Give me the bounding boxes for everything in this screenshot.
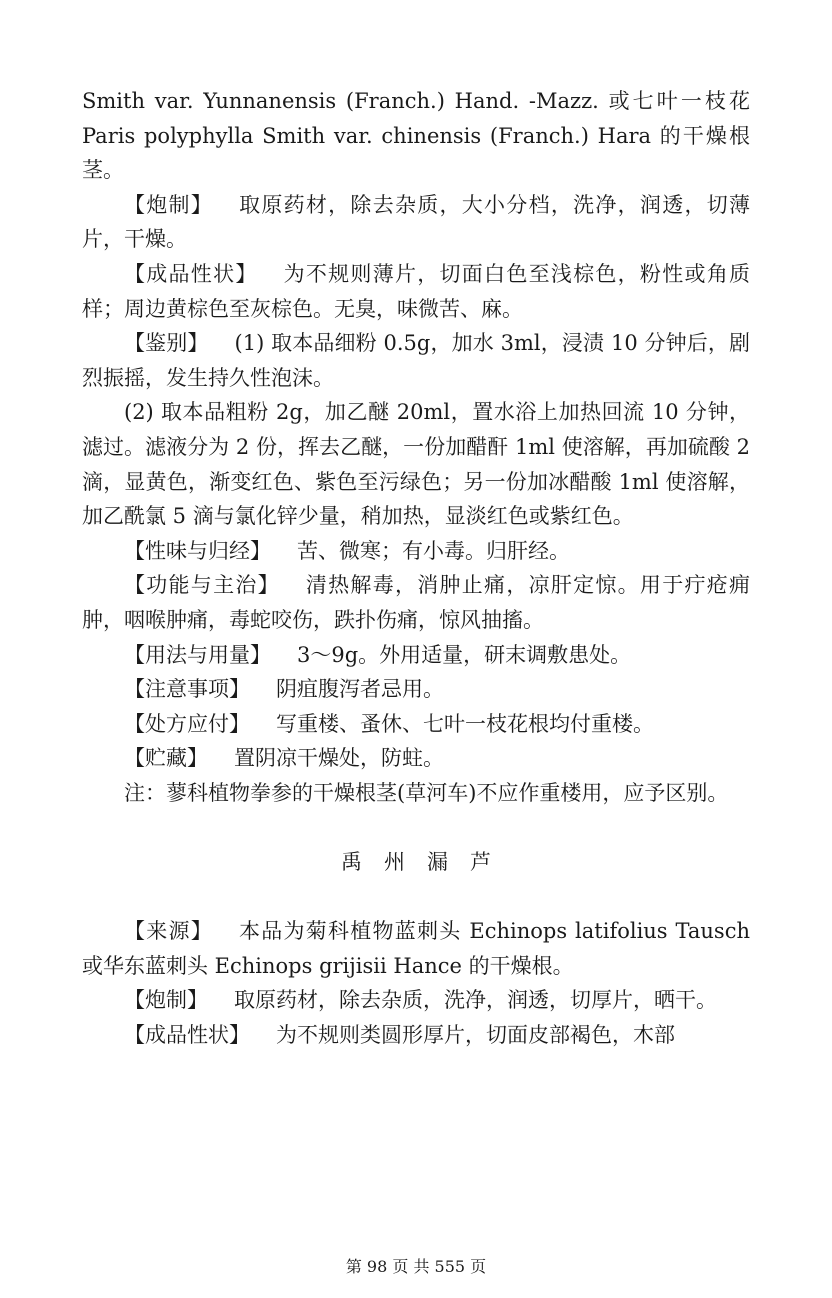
section-label: 【成品性状】	[124, 1023, 250, 1048]
section-title: 禹州漏芦	[341, 850, 513, 875]
section-text: 置阴凉干燥处，防蛀。	[234, 746, 444, 771]
paragraph-identification-2: (2) 取本品粗粉 2g，加乙醚 20ml，置水浴上加热回流 10 分钟，滤过。滤液分为 2 份，挥去乙醚，一份加醋酐 1ml 使溶解，再加硫酸 2 滴，显黄色，渐变红色、紫色至污绿色；另一份加冰醋酸 1ml 使溶解，加乙酰氯 5 滴与氯化锌少量，稍加热，显淡红色或紫红色。	[82, 400, 750, 529]
section-label: 【性味与归经】	[124, 538, 271, 563]
section-text: 3～9g。外用适量，研末调敷患处。	[297, 642, 632, 667]
section-text: 苦、微寒；有小毒。归肝经。	[297, 538, 570, 563]
section-label: 【用法与用量】	[124, 642, 271, 667]
section-text: 取原药材，除去杂质，洗净，润透，切厚片，晒干。	[234, 988, 717, 1013]
paragraph-nature	[82, 534, 750, 569]
section-text: 清热解毒，消肿止痛，凉肝定惊。用于疔疮痈肿，咽喉肿痛，毒蛇咬伤，跌扑伤痛，惊风抽搐。	[82, 573, 751, 632]
paragraph-appearance	[82, 257, 750, 326]
spacer	[82, 810, 750, 845]
section-text: 本品为菊科植物蓝刺头 Echinops latifolius Tausch 或华东蓝刺头 Echinops grijisii Hance 的干燥根。	[82, 919, 750, 978]
paragraph-source-continued: Smith var. Yunnanensis (Franch.) Hand. -Mazz. 或七叶一枝花 Paris polyphylla Smith var. chinensis (Franch.) Hara 的干燥根茎。	[82, 89, 750, 183]
section-label: 【成品性状】	[124, 261, 258, 286]
section-text: 为不规则类圆形厚片，切面皮部褐色，木部	[276, 1023, 675, 1048]
section-label: 【功能与主治】	[124, 573, 280, 598]
paragraph-dosage	[82, 638, 750, 673]
section-text: 写重楼、蚤休、七叶一枝花根均付重楼。	[276, 711, 654, 736]
spacer	[82, 880, 750, 915]
section-text: 阴疽腹泻者忌用。	[276, 677, 444, 702]
paragraph-cautions	[82, 672, 750, 707]
section-label: 【来源】	[124, 919, 213, 944]
section-label: 【炮制】	[124, 192, 214, 217]
paragraph-storage	[82, 741, 750, 776]
document-page	[82, 84, 750, 1053]
paragraph-processing	[82, 188, 750, 257]
page-footer: 第 98 页 共 555 页	[345, 1257, 487, 1276]
section-label: 【鉴别】	[124, 331, 209, 356]
paragraph-appearance-2	[82, 1018, 750, 1053]
paragraph-source	[82, 914, 750, 983]
section-label: 【处方应付】	[124, 711, 250, 736]
paragraph-function	[82, 568, 750, 637]
section-label: 【炮制】	[124, 988, 208, 1013]
section-text: 为不规则薄片，切面白色至浅棕色，粉性或角质样；周边黄棕色至灰棕色。无臭，味微苦、麻。	[82, 261, 751, 321]
paragraph-note: 注：蓼科植物拳参的干燥根茎(草河车)不应作重楼用，应予区别。	[124, 780, 729, 805]
paragraph-prescription	[82, 707, 750, 742]
section-text: (1) 取本品细粉 0.5g，加水 3ml，浸渍 10 分钟后，剧烈振摇，发生持久性泡沫。	[82, 331, 750, 390]
paragraph-identification	[82, 326, 750, 395]
paragraph-processing-2	[82, 983, 750, 1018]
section-label: 【贮藏】	[124, 746, 208, 771]
section-text: 取原药材，除去杂质，大小分档，洗净，润透，切薄片，干燥。	[82, 192, 750, 252]
section-label: 【注意事项】	[124, 677, 250, 702]
